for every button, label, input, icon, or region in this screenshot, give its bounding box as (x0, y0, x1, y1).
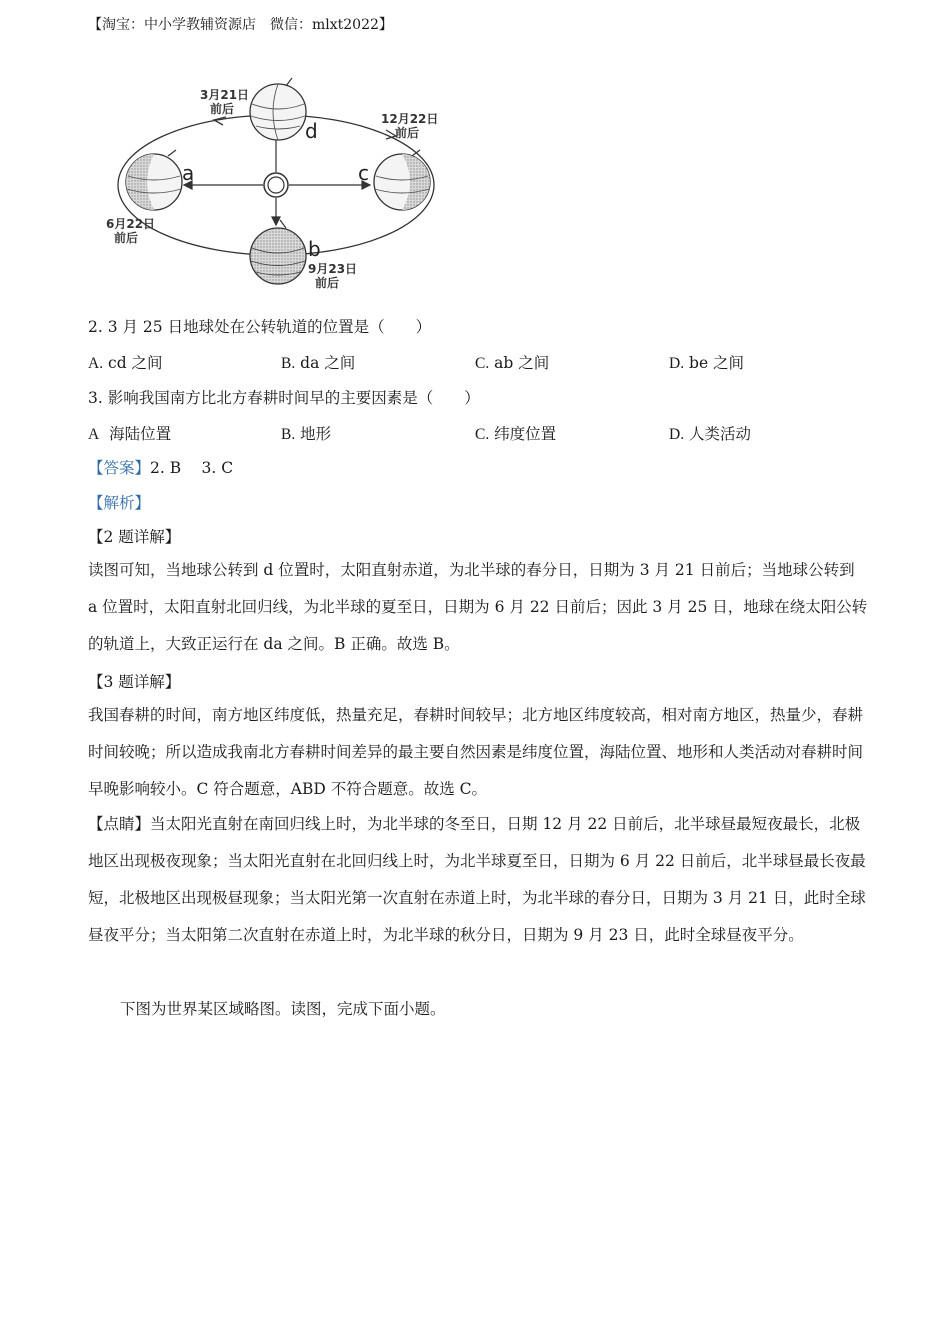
option-label: C. (475, 355, 490, 372)
option-label: D. (669, 426, 685, 443)
detail-3-body (88, 697, 868, 808)
detail-3-text: 我国春耕的时间，南方地区纬度低，热量充足，春耕时间较早；北方地区纬度较高，相对南方地区，热量少，春耕时间较晚；所以造成我南北方春耕时间差异的最主要自然因素是纬度位置，海陆位置、地形和人类活动对春耕时间早晚影响较小。C 符合题意，ABD 不符合题意。故选 C。 (88, 706, 864, 798)
answer-line (88, 456, 233, 478)
option-label: D. (669, 355, 685, 372)
earth-position-c (374, 150, 430, 210)
earth-position-a (126, 150, 182, 210)
option-label: A (88, 426, 100, 443)
option-label: B. (281, 426, 296, 443)
q2-option-c (475, 351, 549, 373)
q3-option-d (669, 422, 751, 444)
detail-2-body (88, 552, 868, 663)
sun (264, 173, 288, 197)
earth-position-b (250, 220, 306, 284)
tip-section (88, 806, 868, 954)
q2-option-d (669, 351, 744, 373)
label-c: c (358, 161, 369, 185)
tip-tag: 【点睛】 (88, 815, 151, 833)
label-b: b (308, 237, 321, 261)
option-text: da 之间 (300, 354, 356, 372)
label-dec22: 12月22日 (381, 112, 439, 126)
next-question-intro: 下图为世界某区域略图。读图，完成下面小题。 (120, 1000, 446, 1018)
q2-option-a (88, 351, 163, 373)
option-text: 海陆位置 (109, 425, 172, 443)
question-2-stem: 2. 3 月 25 日地球处在公转轨道的位置是（ ） (88, 318, 432, 336)
q3-option-a (88, 422, 171, 444)
label-jun22-near: 前后 (114, 231, 139, 245)
label-dec22-near: 前后 (395, 126, 420, 140)
q2-option-b (281, 351, 355, 373)
detail-2-heading: 【2 题详解】 (88, 528, 181, 546)
label-mar21: 3月21日 (200, 88, 250, 102)
label-sep23: 9月23日 (308, 262, 358, 276)
option-text: 地形 (300, 425, 332, 443)
label-d: d (305, 119, 318, 143)
tip-text: 当太阳光直射在南回归线上时，为北半球的冬至日，日期 12 月 22 日前后，北半球昼最短夜最长，北极地区出现极夜现象；当太阳光直射在北回归线上时，为北半球夏至日，日期为 6 月 22 日前后，北半球昼最长夜最短，北极地区出现极昼现象；当太阳光第一次直射在赤道上时，为北半球的春分日，日期为 3 月 21 日，此时全球昼夜平分；当太阳第二次直射在赤道上时，为北半球的秋分日，日期为 9 月 23 日，此时全球昼夜平分。 (88, 815, 866, 944)
q3-option-c (475, 422, 556, 444)
answer-text: 2. B 3. C (150, 459, 234, 477)
detail-3-heading: 【3 题详解】 (88, 673, 181, 691)
option-label: C. (475, 426, 490, 443)
label-mar21-near: 前后 (210, 102, 235, 116)
tip-paragraph (88, 806, 868, 954)
option-text: be 之间 (689, 354, 745, 372)
q3-option-b (281, 422, 331, 444)
orbit-figure (86, 72, 466, 297)
option-text: ab 之间 (494, 354, 550, 372)
label-a: a (182, 161, 195, 185)
option-text: cd 之间 (108, 354, 163, 372)
option-text: 人类活动 (689, 425, 752, 443)
earth-position-d (250, 78, 306, 140)
detail-2-text: 读图可知，当地球公转到 d 位置时，太阳直射赤道，为北半球的春分日，日期为 3 月 21 日前后；当地球公转到 a 位置时，太阳直射北回归线，为北半球的夏至日，日期为 6 月 22 日前后；因此 3 月 25 日，地球在绕太阳公转的轨道上，大致正运行在 da 之间。B 正确。故选 B。 (88, 561, 868, 653)
label-sep23-near: 前后 (315, 276, 340, 290)
answer-tag: 【答案】 (88, 459, 151, 477)
option-text: 纬度位置 (494, 425, 557, 443)
option-label: A. (88, 355, 104, 372)
question-3-stem: 3. 影响我国南方比北方春耕时间早的主要因素是（ ） (88, 389, 480, 407)
label-jun22: 6月22日 (106, 217, 156, 231)
option-label: B. (281, 355, 296, 372)
analysis-tag: 【解析】 (88, 494, 151, 512)
page-header: 【淘宝：中小学教辅资源店 微信：mlxt2022】 (88, 17, 393, 33)
